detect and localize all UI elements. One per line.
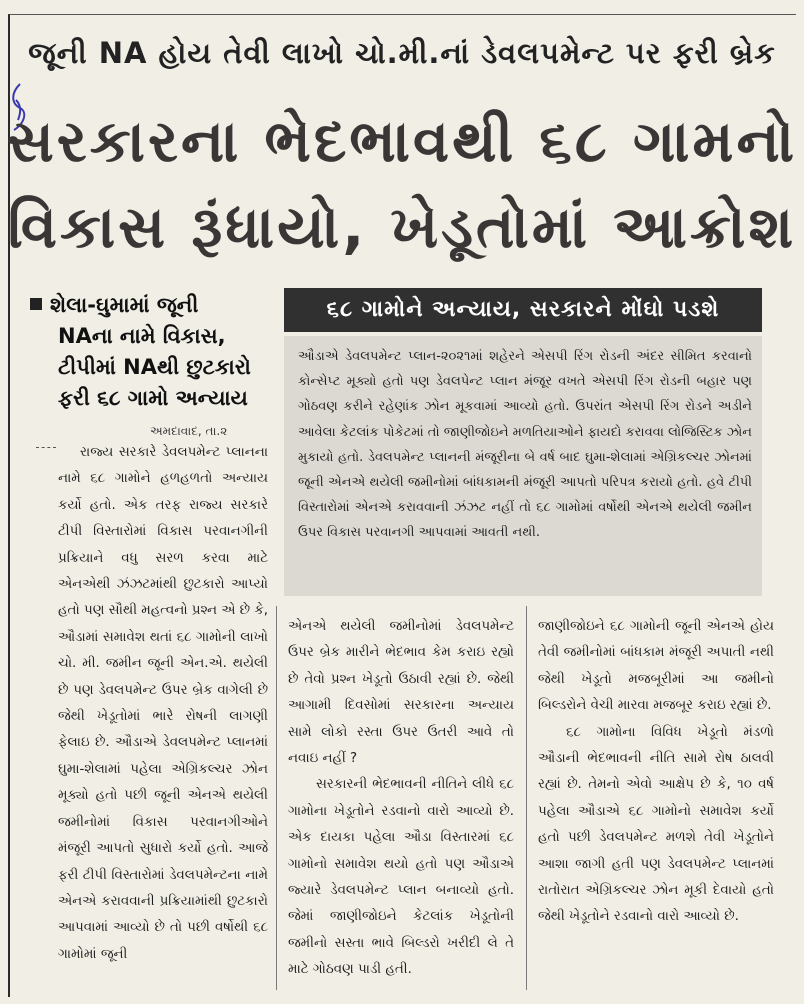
column-1 bbox=[58, 440, 268, 968]
subhead-line-1: શેલા-ઘુમામાં જૂની bbox=[50, 293, 199, 317]
column-1-text: રાજ્ય સરકારે ડેવલપમેન્ટ પ્લાનના નામે ૬૮ ગામોને હળહળતો અન્યાય કર્યો હતો. એક તરફ રાજ્ય સરકારે ટીપી વિસ્તારોમાં વિકાસ પરવાનગીની પ્રક્રિયાને વધુ સરળ કરવા માટે એનએથી ઝંઝટમાંથી છુટકારો આપ્યો હતો પણ સૌથી મહત્વનો પ્રશ્ન એ છે કે, ઔડામાં સમાવેશ થતાં ૬૮ ગામોની લાખો ચો. મી. જમીન જૂની એન.એ. થયેલી છે પણ ડેવલપમેન્ટ ઉપર બ્રેક વાગેલી છે જેથી ખેડૂતોમાં ભારે રોષની લાગણી ફેલાઇ છે. ઔડાએ ડેવલપમેન્ટ પ્લાનમાં ઘુમા-શેલામાં પહેલા એગ્રિકલ્ચર ઝોન મૂક્યો હતો પછી જૂની એનએ થયેલી જમીનોમાં વિકાસ પરવાનગીઓને મંજૂરી આપતો સુધારો કર્યો હતો. આજે ફરી ટીપી વિસ્તારોમાં ડેવલપમેન્ટના નામે એનએ કરાવવાની પ્રક્રિયામાંથી છુટકારો આપવામાં આવ્યો છે તો પછી વર્ષોથી ૬૮ ગામોમાં જૂની bbox=[58, 445, 268, 962]
subheadline bbox=[30, 290, 270, 414]
headline-line-1: સરકારના ભેદભાવથી ૬૮ ગામનો bbox=[6, 107, 798, 175]
column-divider-2 bbox=[526, 606, 527, 990]
headline-line-2: વિકાસ રૂંધાયો, ખેડૂતોમાં આક્રોશ bbox=[7, 193, 797, 261]
column-3-para-2: ૬૮ ગામોના વિવિધ ખેડૂતો મંડળો ઔડાની ભેદભાવની નીતિ સામે રોષ ઠાલવી રહ્યાં છે. તેમનો એવો આક્ષેપ છે કે, ૧૦ વર્ષ પહેલા ઔડાએ ૬૮ ગામોનો સમાવેશ કર્યો હતો પછી ડેવલપમેન્ટ મળશે તેવી ખેડૂતોને આશા જાગી હતી પણ ડેવલપમેન્ટ પ્લાનમાં રાતોરાત એગ્રિકલ્ચર ઝોન મૂકી દેવાયો હતો જેથી ખેડૂતોને રડવાનો વારો આવ્યો છે. bbox=[538, 724, 774, 925]
subhead-line-4: ફરી ૬૮ ગામો અન્યાય bbox=[58, 386, 248, 410]
column-3 bbox=[538, 614, 774, 931]
column-3-para-1: જાણીજોઇને ૬૮ ગામોની જૂની એનએ હોય તેવી જમીનોમાં બાંધકામ મંજૂરી અપાતી નથી જેથી ખેડૂતો મજબૂરીમાં આ જમીનો બિલ્ડરોને વેચી મારવા મજબૂર કરાઇ રહ્યાં છે. bbox=[538, 619, 774, 714]
column-2 bbox=[288, 614, 514, 984]
column-2-para-2: સરકારની ભેદભાવની નીતિને લીધે ૬૮ ગામોના ખેડૂતોને રડવાનો વારો આવ્યો છે. એક દાયકા પહેલા ઔડા વિસ્તારમાં ૬૮ ગામોનો સમાવેશ થયો હતો પણ ઔડાએ જ્યારે ડેવલપમેન્ટ પ્લાન બનાવ્યો હતો. જેમાં જાણીજોઇને કેટલાંક ખેડૂતોની જમીનો સસ્તા ભાવે બિલ્ડરો ખરીદી લે તે માટે ગોઠવણ પાડી હતી. bbox=[288, 777, 514, 978]
dateline-dash bbox=[36, 447, 56, 448]
column-divider-1 bbox=[276, 606, 277, 990]
box-banner: ૬૮ ગામોને અન્યાય, સરકારને મોંઘો પડશે bbox=[284, 288, 762, 332]
box-text: ઔડાએ ડેવલપમેન્ટ પ્લાન-૨૦૨૧માં શહેરને એસપી રિંગ રોડની અંદર સીમિત કરવાનો કોન્સેપ્ટ મૂક્યો હતો પણ ડેવલપેન્ટ પ્લાન મંજૂર વખતે એસપી રિંગ રોડની બહાર પણ ગોઠવણ કરીને રહેણાંક ઝોન મૂકવામાં આવ્યો હતો. ઉપરાંત એસપી રિંગ રોડને અડીને આવેલા કેટલાંક પોકેટમાં તો જાણીજોઇને મળતિયાઓને ફાયદો કરાવવા લોજિસ્ટિક ઝોન મુકાયો હતો. ડેવલપમેન્ટ પ્લાનની મંજૂરીના બે વર્ષ બાદ ઘુમા-શેલામાં એગ્રિકલ્ચર ઝોનમાં જૂની એનએ થયેલી જમીનોમાં બાંધકામની મંજૂરી આપતો પરિપત્ર કરાયો હતો. હવે ટીપી વિસ્તારોમાં એનએ કરાવવાની ઝંઝટ નહીં તો ૬૮ ગામોમાં વર્ષોથી એનએ થયેલી જમીન ઉપર વિકાસ પરવાનગી આપવામાં આવતી નથી. bbox=[298, 349, 752, 541]
square-bullet-icon bbox=[30, 298, 42, 310]
subhead-line-2: NAના નામે વિકાસ, bbox=[58, 324, 226, 348]
dateline: અમદાવાદ, તા.૨ bbox=[150, 424, 228, 438]
article-kicker: જૂની NA હોય તેવી લાખો ચો.મી.નાં ડેવલપમેન્ટ પર ફરી બ્રેક bbox=[28, 36, 776, 70]
subhead-line-3: ટીપીમાં NAથી છુટકારો bbox=[58, 355, 251, 379]
column-2-para-1: એનએ થયેલી જમીનોમાં ડેવલપમેન્ટ ઉપર બ્રેક મારીને ભેદભાવ કેમ કરાઇ રહ્યો છે તેવો પ્રશ્ન ખેડૂતો ઉઠાવી રહ્યાં છે. જેથી આગામી દિવસોમાં સરકારના અન્યાય સામે લોકો રસ્તા ઉપર ઉતરી આવે તો નવાઇ નહીં ? bbox=[288, 619, 514, 767]
